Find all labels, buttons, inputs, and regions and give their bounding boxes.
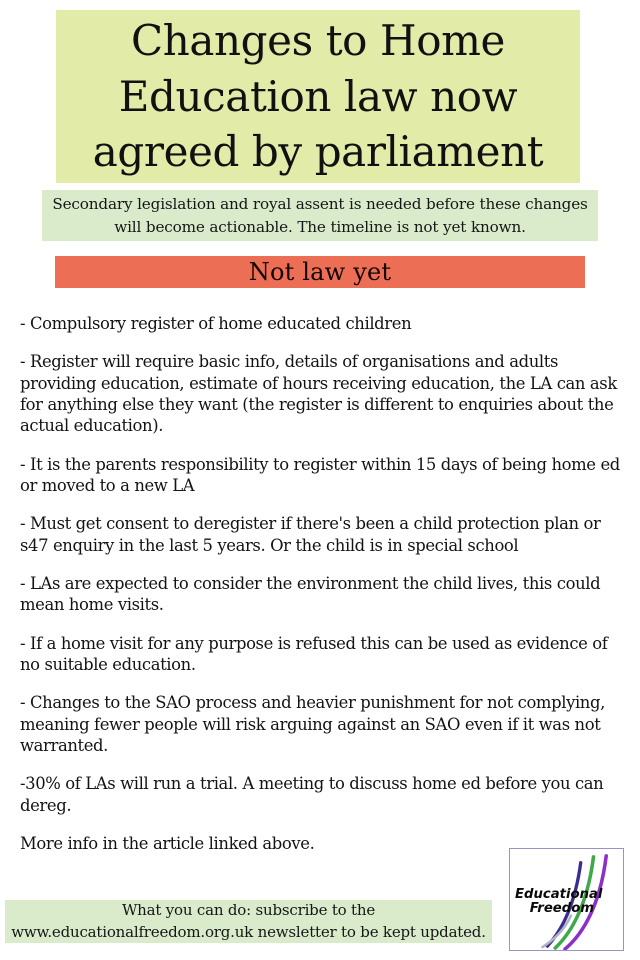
page-title: Changes to Home Education law now agreed by parliament	[92, 16, 544, 177]
subtitle-text: Secondary legislation and royal assent is needed before these changes will become actionable. The timeline is not yet known.	[52, 195, 588, 236]
logo-word-freedom: Freedom	[529, 900, 595, 916]
logo-word-educational: Educational	[515, 887, 603, 903]
list-item: More info in the article linked above.	[20, 833, 315, 853]
list-item: - Must get consent to deregister if there's been a child protection plan or s47 enquiry in the last 5 years. Or the child is in special school	[20, 514, 601, 555]
list-item: - If a home visit for any purpose is refused this can be used as evidence of no suitable education.	[20, 633, 608, 674]
list-item: - LAs are expected to consider the environment the child lives, this could mean home visits.	[20, 573, 601, 615]
alert-banner	[55, 256, 585, 288]
title-banner	[56, 10, 580, 183]
list-item: -30% of LAs will run a trial. A meeting to discuss home ed before you can dereg.	[20, 774, 604, 815]
body-list	[20, 313, 620, 854]
list-item: - Changes to the SAO process and heavier punishment for not complying, meaning fewer people will risk arguing against an SAO even if it was not warranted.	[20, 693, 605, 755]
swoosh-logo-icon	[510, 849, 623, 950]
footer-cta-text: What you can do: subscribe to the www.educationalfreedom.org.uk newsletter to be kept updated.	[11, 901, 486, 941]
subtitle-banner	[42, 190, 598, 241]
status-badge: Not law yet	[248, 258, 392, 286]
educational-freedom-logo	[509, 848, 624, 951]
list-item: - It is the parents responsibility to register within 15 days of being home ed or moved to a new LA	[20, 454, 620, 495]
list-item: - Compulsory register of home educated children	[20, 314, 412, 333]
list-item: - Register will require basic info, details of organisations and adults providing education, estimate of hours receiving education, the LA can ask for anything else they want (the register is different to enquiries about the actual education).	[20, 352, 617, 436]
footer-cta-banner	[5, 900, 492, 943]
